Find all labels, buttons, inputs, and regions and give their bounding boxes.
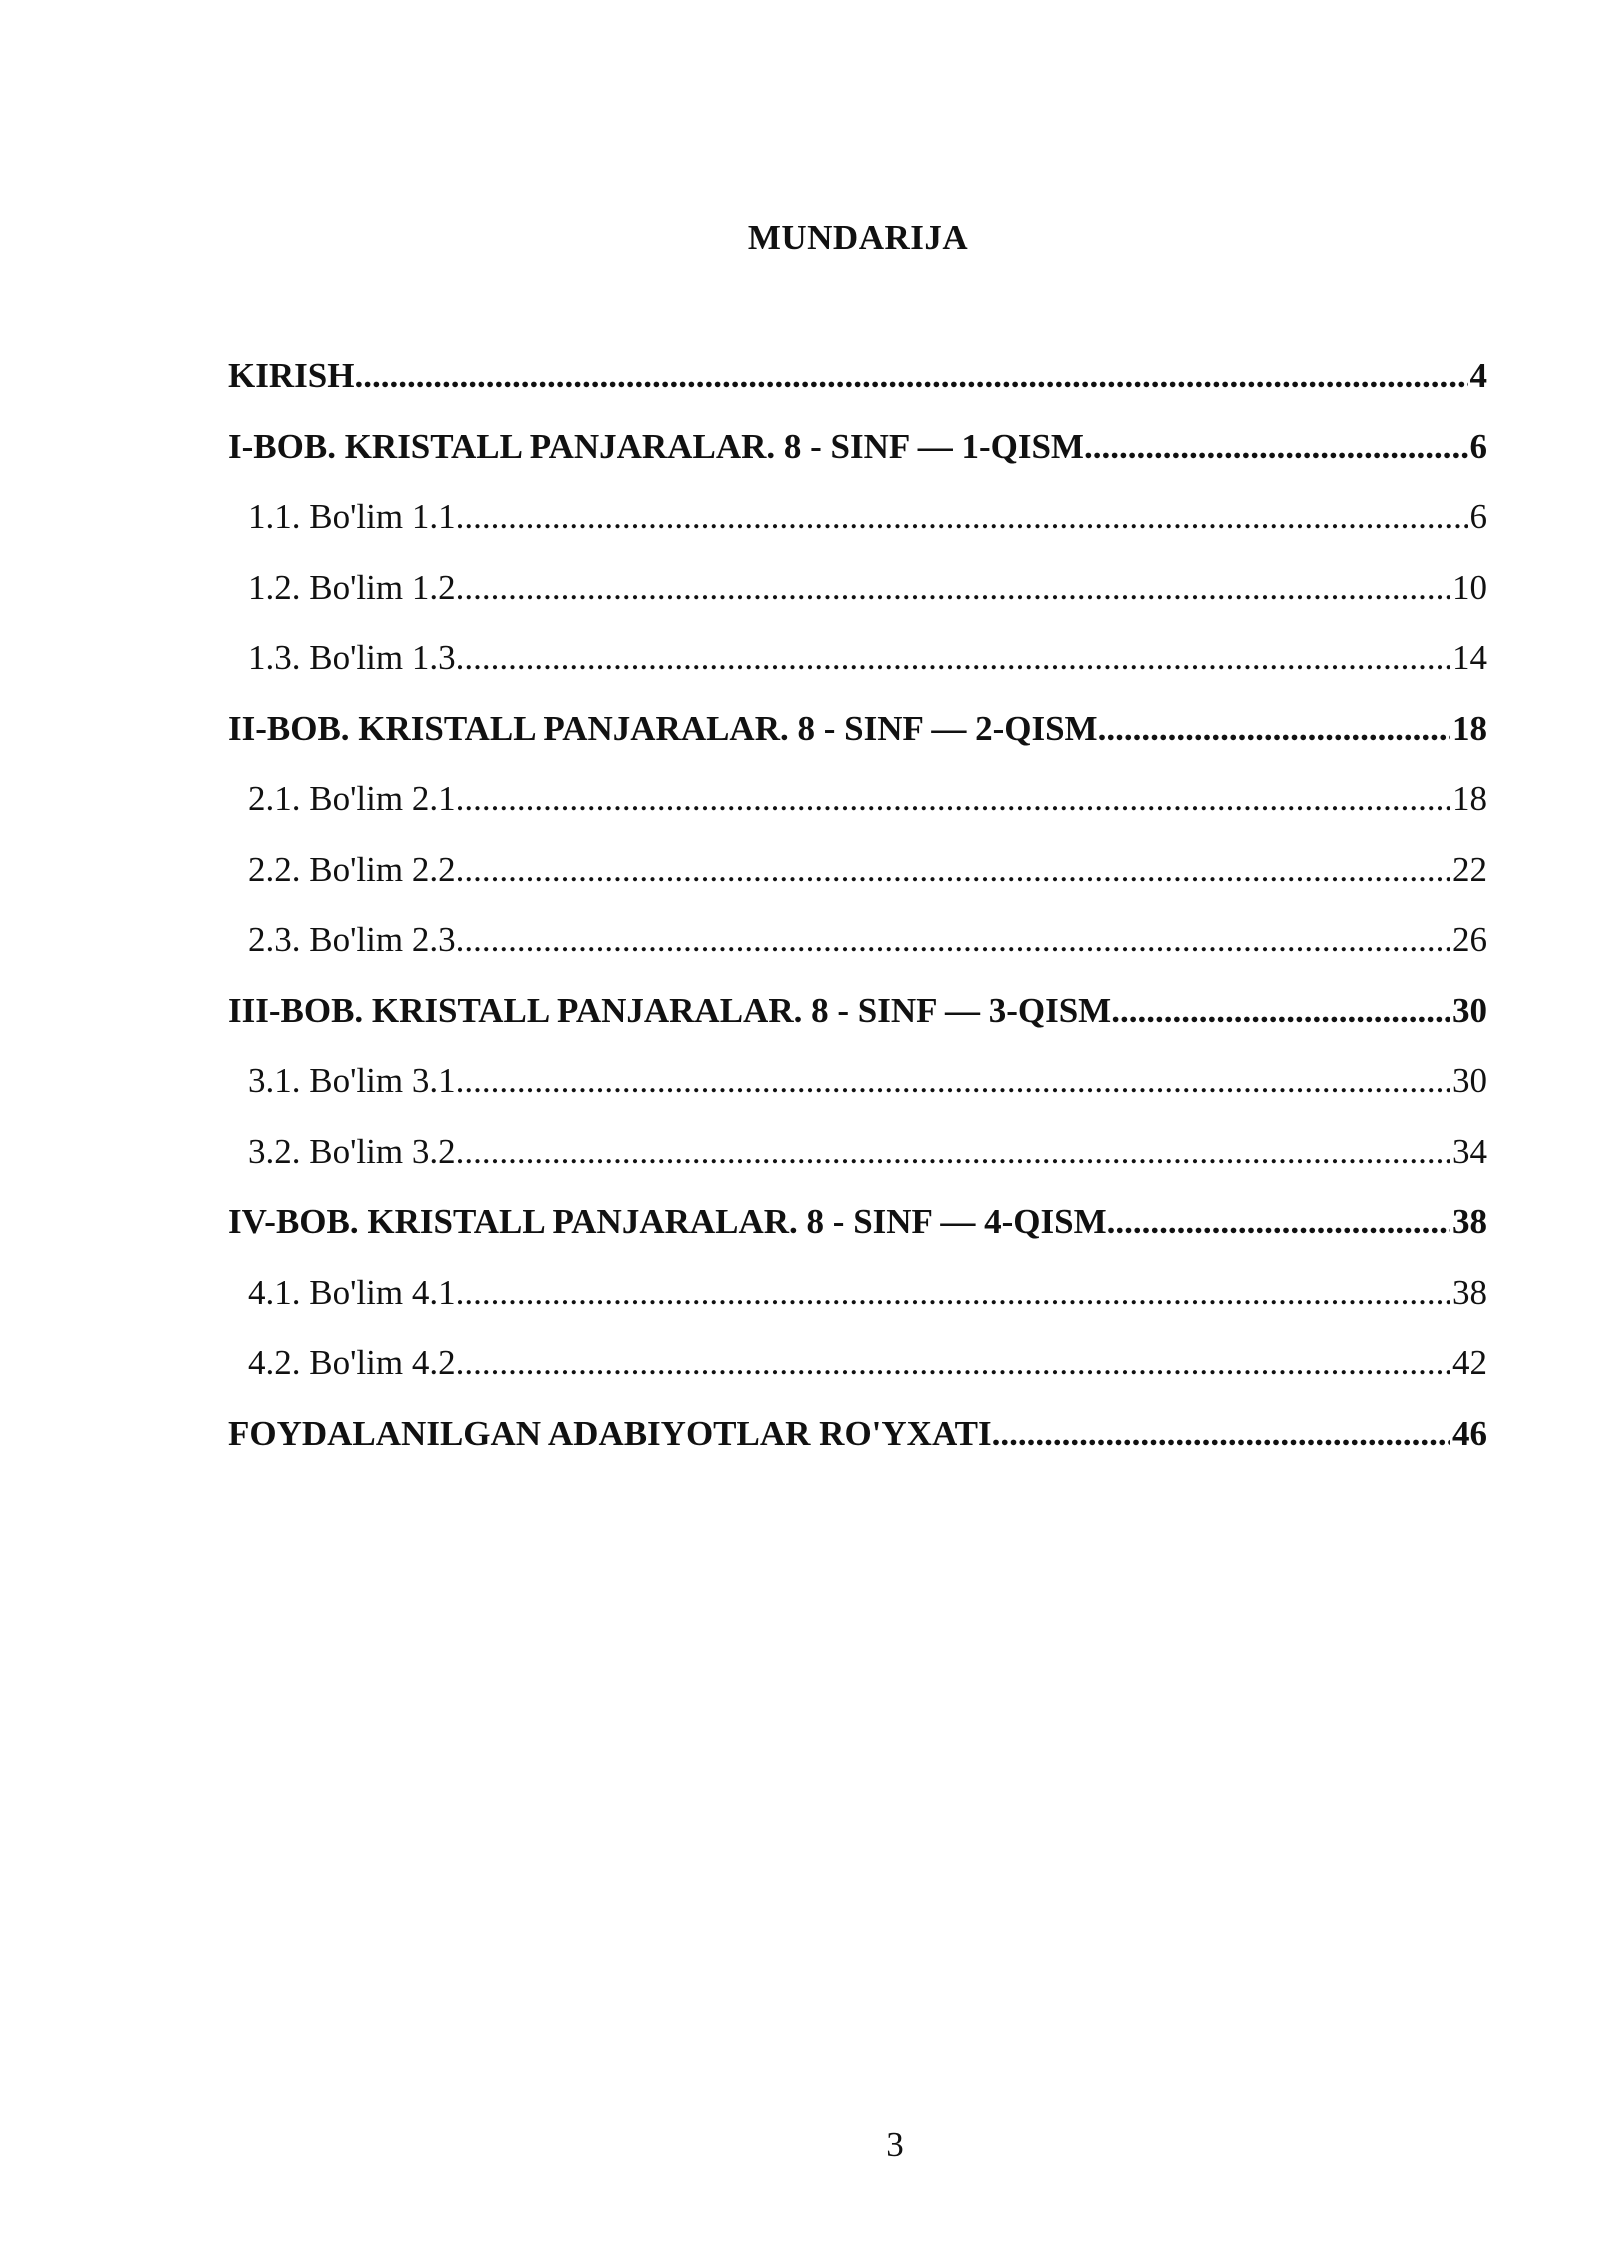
toc-entry-label: 1.2. Bo'lim 1.2 bbox=[248, 567, 456, 607]
toc-chapter-entry[interactable] bbox=[228, 1408, 1487, 1479]
toc-entry-page: 10 bbox=[1452, 567, 1487, 607]
toc-entry-page: 30 bbox=[1452, 1061, 1487, 1100]
toc-entry-page: 22 bbox=[1452, 849, 1487, 889]
toc-entry-label: IV-BOB. KRISTALL PANJARALAR. 8 - SINF — 4-QISM bbox=[228, 1202, 1107, 1241]
toc-leader-dots bbox=[456, 773, 1450, 825]
toc-entry-label: 2.1. Bo'lim 2.1 bbox=[248, 779, 456, 818]
toc-entry-page: 18 bbox=[1452, 779, 1487, 818]
toc-entry-label: 1.1. Bo'lim 1.1 bbox=[248, 497, 456, 536]
toc-entry-label: I-BOB. KRISTALL PANJARALAR. 8 - SINF — 1-QISM bbox=[228, 426, 1084, 466]
toc-chapter-entry[interactable] bbox=[228, 421, 1487, 492]
toc-leader-dots bbox=[1098, 703, 1450, 755]
toc-leader-dots bbox=[1111, 985, 1450, 1037]
toc-entry-label: FOYDALANILGAN ADABIYOTLAR RO'YXATI bbox=[228, 1413, 992, 1453]
toc-entry-page: 46 bbox=[1452, 1413, 1487, 1453]
toc-leader-dots bbox=[456, 914, 1450, 966]
toc-entry-label: 4.2. Bo'lim 4.2 bbox=[248, 1343, 456, 1382]
toc-entry-page: 30 bbox=[1452, 990, 1487, 1030]
toc-leader-dots bbox=[1084, 421, 1468, 473]
toc-entry-label: III-BOB. KRISTALL PANJARALAR. 8 - SINF — 3-QISM bbox=[228, 990, 1112, 1030]
toc-entry-page: 14 bbox=[1452, 638, 1487, 677]
toc-leader-dots bbox=[456, 632, 1450, 684]
toc-section-entry[interactable] bbox=[228, 914, 1487, 985]
toc-section-entry[interactable] bbox=[228, 1337, 1487, 1408]
toc-entry-label: 1.3. Bo'lim 1.3 bbox=[248, 638, 456, 677]
toc-section-entry[interactable] bbox=[228, 491, 1487, 562]
toc-entry-label: 3.2. Bo'lim 3.2 bbox=[248, 1131, 456, 1171]
toc-section-entry[interactable] bbox=[228, 1267, 1487, 1338]
toc-entry-page: 42 bbox=[1452, 1343, 1487, 1382]
toc-section-entry[interactable] bbox=[228, 1055, 1487, 1126]
toc-leader-dots bbox=[456, 562, 1450, 614]
toc-leader-dots bbox=[354, 350, 1467, 402]
toc-entry-label: 2.3. Bo'lim 2.3 bbox=[248, 920, 456, 959]
page-title: MUNDARIJA bbox=[747, 218, 969, 257]
toc-entry-label: KIRISH bbox=[228, 356, 355, 395]
toc-section-entry[interactable] bbox=[228, 562, 1487, 633]
toc-section-entry[interactable] bbox=[228, 844, 1487, 915]
toc-entry-label: 3.1. Bo'lim 3.1 bbox=[248, 1061, 456, 1100]
toc-entry-label: 4.1. Bo'lim 4.1 bbox=[248, 1272, 456, 1312]
toc-leader-dots bbox=[456, 1267, 1450, 1319]
toc-entry-label: II-BOB. KRISTALL PANJARALAR. 8 - SINF — 2-QISM bbox=[228, 708, 1098, 748]
toc-leader-dots bbox=[456, 1337, 1450, 1389]
toc-leader-dots bbox=[1107, 1196, 1450, 1248]
toc-chapter-entry[interactable] bbox=[228, 703, 1487, 774]
toc-section-entry[interactable] bbox=[228, 773, 1487, 844]
toc-chapter-entry[interactable] bbox=[228, 985, 1487, 1056]
toc-section-entry[interactable] bbox=[228, 1126, 1487, 1197]
toc-entry-page: 6 bbox=[1469, 497, 1487, 536]
toc-entry-page: 6 bbox=[1469, 426, 1487, 466]
toc-leader-dots bbox=[992, 1408, 1450, 1460]
toc-entry-page: 38 bbox=[1452, 1202, 1487, 1241]
toc-leader-dots bbox=[456, 1055, 1450, 1107]
toc-entry-page: 4 bbox=[1469, 356, 1487, 395]
table-of-contents bbox=[228, 350, 1487, 1478]
toc-entry-label: 2.2. Bo'lim 2.2 bbox=[248, 849, 456, 889]
toc-section-entry[interactable] bbox=[228, 632, 1487, 703]
toc-entry-page: 26 bbox=[1452, 920, 1487, 959]
toc-leader-dots bbox=[456, 491, 1468, 543]
toc-chapter-entry[interactable] bbox=[228, 1196, 1487, 1267]
toc-entry-page: 34 bbox=[1452, 1131, 1487, 1171]
page-number: 3 bbox=[886, 2125, 904, 2164]
toc-entry-page: 18 bbox=[1452, 708, 1487, 748]
toc-chapter-entry[interactable] bbox=[228, 350, 1487, 421]
toc-leader-dots bbox=[456, 1126, 1450, 1178]
toc-entry-page: 38 bbox=[1452, 1272, 1487, 1312]
toc-leader-dots bbox=[456, 844, 1450, 896]
